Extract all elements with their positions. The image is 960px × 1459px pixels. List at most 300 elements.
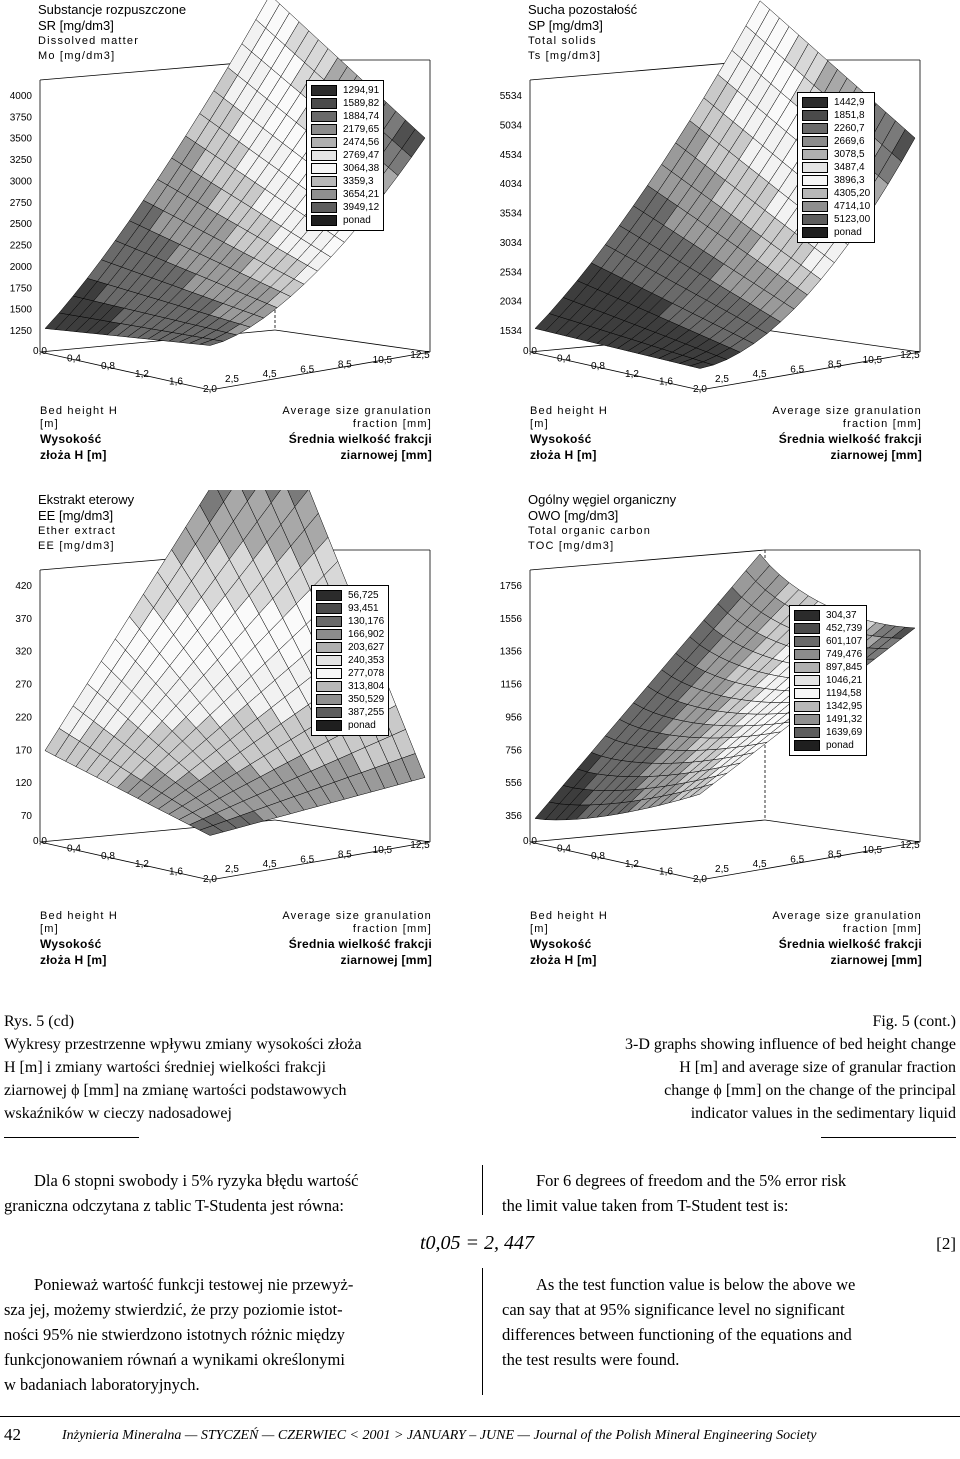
legend-item bbox=[311, 97, 379, 110]
legend-label: 3064,38 bbox=[343, 163, 380, 174]
legend-swatch bbox=[311, 189, 337, 200]
y-tick-label: 4,5 bbox=[262, 859, 277, 871]
legend-label: 1342,95 bbox=[826, 701, 863, 712]
legend-label: 1884,74 bbox=[343, 111, 380, 122]
x-axis-label-pl: Wysokość złoża H [m] bbox=[40, 937, 107, 967]
legend-label: 749,476 bbox=[826, 649, 863, 660]
legend-item bbox=[311, 201, 379, 214]
legend-swatch bbox=[311, 202, 337, 213]
chart-symbol-pl: SP [mg/dm3] bbox=[528, 18, 603, 33]
y-axis-label-en: Average size granulation fraction [mm] bbox=[772, 405, 922, 430]
x-axis-label bbox=[40, 405, 140, 463]
paragraph-1-en bbox=[502, 1168, 958, 1218]
legend-item bbox=[316, 667, 384, 680]
z-tick-label: 3750 bbox=[9, 112, 32, 124]
z-tick-label: 3034 bbox=[499, 237, 522, 249]
surface-plot bbox=[0, 490, 470, 960]
y-tick-label: 12,5 bbox=[410, 840, 430, 851]
legend-label: 2179,65 bbox=[343, 124, 380, 135]
legend-swatch bbox=[311, 98, 337, 109]
legend-swatch bbox=[316, 681, 342, 692]
legend-swatch bbox=[794, 636, 820, 647]
legend-label: 203,627 bbox=[348, 642, 385, 653]
legend-swatch bbox=[802, 149, 828, 160]
legend-label: 5123,00 bbox=[834, 214, 871, 225]
legend-item bbox=[311, 84, 379, 97]
legend-label: 166,902 bbox=[348, 629, 385, 640]
legend-item bbox=[794, 622, 862, 635]
legend-swatch bbox=[316, 642, 342, 653]
legend-label: 1639,69 bbox=[826, 727, 863, 738]
legend-label: 2260,7 bbox=[834, 123, 865, 134]
x-tick-label: 0,8 bbox=[101, 361, 115, 373]
z-tick-label: 2750 bbox=[9, 197, 32, 209]
legend-label: ponad bbox=[348, 720, 376, 731]
y-tick-label: 6,5 bbox=[300, 364, 315, 376]
caption-en-line: 3-D graphs showing influence of bed height change bbox=[624, 1036, 956, 1053]
legend-label: 4714,10 bbox=[834, 201, 871, 212]
x-axis-label-pl: Wysokość złoża H [m] bbox=[530, 432, 597, 462]
legend-item bbox=[794, 635, 862, 648]
journal-line: Inżynieria Mineralna — STYCZEŃ — CZERWIEC < 2001 > JANUARY – JUNE — Journal of the Polish Mineral Engineering Society bbox=[62, 1428, 817, 1443]
legend-item bbox=[794, 674, 862, 687]
frame-edge bbox=[275, 330, 430, 352]
legend-label: 3949,12 bbox=[343, 202, 380, 213]
page-number: 42 bbox=[4, 1425, 21, 1444]
y-tick-label: 6,5 bbox=[790, 364, 805, 376]
z-tick-label: 2534 bbox=[499, 267, 522, 279]
chart-title-en: Total organic carbon bbox=[528, 525, 652, 537]
legend-item bbox=[311, 214, 379, 227]
y-axis-label-pl: Średnia wielkość frakcji ziarnowej [mm] bbox=[778, 432, 922, 462]
legend-swatch bbox=[316, 707, 342, 718]
chart-title-en: Dissolved matter bbox=[38, 35, 140, 47]
legend-label: 601,107 bbox=[826, 636, 863, 647]
x-tick-label: 1,2 bbox=[135, 368, 149, 380]
y-axis-label bbox=[252, 910, 432, 968]
x-tick-label: 1,2 bbox=[625, 858, 639, 870]
legend-item bbox=[802, 213, 870, 226]
legend-item bbox=[316, 680, 384, 693]
z-tick-label: 1556 bbox=[499, 613, 522, 625]
legend-item bbox=[794, 687, 862, 700]
z-tick-label: 3250 bbox=[9, 155, 32, 167]
y-tick-label: 10,5 bbox=[862, 354, 883, 366]
text-line: Dla 6 stopni swobody i 5% ryzyka błędu wartość bbox=[34, 1171, 359, 1190]
y-tick-label: 10,5 bbox=[862, 844, 883, 856]
legend-item bbox=[794, 713, 862, 726]
y-tick-label: 4,5 bbox=[752, 369, 767, 381]
legend-swatch bbox=[311, 215, 337, 226]
z-tick-label: 2250 bbox=[9, 240, 32, 252]
z-tick-label: 1756 bbox=[499, 581, 522, 592]
legend-item bbox=[311, 123, 379, 136]
chart-title-pl: Substancje rozpuszczone bbox=[38, 2, 187, 17]
x-tick-label: 0,4 bbox=[557, 843, 571, 855]
legend-item bbox=[802, 148, 870, 161]
legend-swatch bbox=[794, 701, 820, 712]
legend-label: 277,078 bbox=[348, 668, 385, 679]
legend-swatch bbox=[316, 603, 342, 614]
y-tick-label: 4,5 bbox=[752, 859, 767, 871]
caption-en-head: Fig. 5 (cont.) bbox=[872, 1013, 956, 1030]
equation-text: t0,05 = 2, 447 bbox=[420, 1232, 535, 1254]
legend-label: ponad bbox=[826, 740, 854, 751]
legend-swatch bbox=[794, 610, 820, 621]
y-axis-label-en: Average size granulation fraction [mm] bbox=[282, 910, 432, 935]
z-tick-label: 170 bbox=[15, 745, 32, 757]
z-tick-label: 956 bbox=[505, 712, 522, 724]
caption-pl-line: H [m] i zmiany wartości średniej wielkości frakcji bbox=[4, 1059, 327, 1076]
equation-number: [2] bbox=[936, 1234, 956, 1253]
chart-title-pl: Ekstrakt eterowy bbox=[38, 492, 135, 507]
y-tick-label: 6,5 bbox=[790, 854, 805, 866]
caption-en bbox=[496, 1010, 956, 1125]
legend-swatch bbox=[316, 668, 342, 679]
legend-label: 2474,56 bbox=[343, 137, 380, 148]
z-tick-label: 1356 bbox=[499, 646, 522, 658]
y-tick-label: 10,5 bbox=[372, 844, 393, 856]
legend-swatch bbox=[794, 662, 820, 673]
y-tick-label: 8,5 bbox=[827, 359, 842, 371]
legend-item bbox=[316, 602, 384, 615]
chart-symbol-pl: SR [mg/dm3] bbox=[38, 18, 114, 33]
z-tick-label: 4534 bbox=[499, 149, 522, 161]
frame-edge bbox=[530, 842, 700, 880]
x-tick-label: 0,0 bbox=[33, 346, 47, 357]
legend-label: 56,725 bbox=[348, 590, 379, 601]
legend-label: 2669,6 bbox=[834, 136, 865, 147]
legend-swatch bbox=[802, 201, 828, 212]
surface-plot bbox=[490, 490, 960, 960]
text-line: w badaniach laboratoryjnych. bbox=[4, 1375, 200, 1394]
z-tick-label: 2000 bbox=[9, 261, 32, 273]
chart-legend bbox=[311, 585, 389, 736]
frame-edge bbox=[40, 842, 210, 880]
x-tick-label: 2,0 bbox=[203, 874, 217, 885]
legend-item bbox=[794, 700, 862, 713]
chart-symbol-pl: EE [mg/dm3] bbox=[38, 508, 114, 523]
legend-item bbox=[311, 136, 379, 149]
z-tick-label: 370 bbox=[15, 613, 32, 625]
legend-swatch bbox=[316, 629, 342, 640]
legend-swatch bbox=[794, 675, 820, 686]
legend-label: 313,804 bbox=[348, 681, 385, 692]
text-line: As the test function value is below the above we bbox=[536, 1275, 856, 1294]
legend-label: 1442,9 bbox=[834, 97, 865, 108]
x-tick-label: 1,6 bbox=[169, 376, 183, 388]
legend-swatch bbox=[316, 590, 342, 601]
legend-swatch bbox=[794, 623, 820, 634]
legend-swatch bbox=[802, 227, 828, 238]
y-tick-label: 8,5 bbox=[337, 849, 352, 861]
z-tick-label: 2500 bbox=[9, 219, 32, 231]
caption-en-line: H [m] and average size of granular fraction bbox=[679, 1059, 956, 1076]
x-tick-label: 1,2 bbox=[135, 858, 149, 870]
frame-edge bbox=[700, 352, 920, 390]
x-tick-label: 0,4 bbox=[557, 353, 571, 365]
frame-edge bbox=[700, 842, 920, 880]
legend-item bbox=[802, 96, 870, 109]
z-tick-label: 320 bbox=[15, 646, 32, 658]
legend-item bbox=[311, 188, 379, 201]
chart-symbol-en: TOC [mg/dm3] bbox=[528, 540, 615, 552]
chart-title-pl: Ogólny węgiel organiczny bbox=[528, 492, 677, 507]
legend-swatch bbox=[311, 85, 337, 96]
chart-panel bbox=[490, 0, 960, 470]
y-tick-label: 6,5 bbox=[300, 854, 315, 866]
y-axis-label bbox=[742, 405, 922, 463]
y-tick-label: 2,5 bbox=[715, 864, 729, 875]
text-line: funkcjonowaniem równań a wynikami określonymi bbox=[4, 1350, 345, 1369]
x-tick-label: 0,8 bbox=[591, 361, 605, 373]
x-tick-label: 0,4 bbox=[67, 843, 81, 855]
chart-title-pl: Sucha pozostałość bbox=[528, 2, 638, 17]
legend-swatch bbox=[311, 163, 337, 174]
x-tick-label: 1,6 bbox=[659, 866, 673, 878]
chart-title-en: Ether extract bbox=[38, 525, 116, 537]
y-tick-label: 10,5 bbox=[372, 354, 393, 366]
x-axis-label bbox=[40, 910, 140, 968]
x-axis-label bbox=[530, 910, 630, 968]
legend-swatch bbox=[794, 714, 820, 725]
z-tick-label: 1500 bbox=[9, 304, 32, 316]
x-axis-label bbox=[530, 405, 630, 463]
legend-item bbox=[316, 654, 384, 667]
z-tick-label: 3000 bbox=[9, 176, 32, 188]
z-tick-label: 2034 bbox=[499, 296, 522, 308]
y-axis-label-pl: Średnia wielkość frakcji ziarnowej [mm] bbox=[288, 432, 432, 462]
y-tick-label: 2,5 bbox=[715, 374, 729, 385]
z-tick-label: 420 bbox=[15, 581, 32, 592]
y-axis-label bbox=[252, 405, 432, 463]
legend-swatch bbox=[316, 655, 342, 666]
paragraph-1-pl bbox=[4, 1168, 474, 1218]
chart-symbol-en: Ts [mg/dm3] bbox=[528, 50, 602, 62]
text-line: ności 95% nie stwierdzono istotnych różnic między bbox=[4, 1325, 345, 1344]
legend-label: 240,353 bbox=[348, 655, 385, 666]
legend-item bbox=[316, 589, 384, 602]
frame-edge bbox=[765, 330, 920, 352]
legend-item bbox=[802, 226, 870, 239]
y-tick-label: 2,5 bbox=[225, 374, 239, 385]
z-tick-label: 4000 bbox=[9, 91, 32, 102]
legend-label: 93,451 bbox=[348, 603, 379, 614]
y-axis-label-pl: Średnia wielkość frakcji ziarnowej [mm] bbox=[778, 937, 922, 967]
y-tick-label: 12,5 bbox=[900, 350, 920, 361]
text-line: differences between functioning of the equations and bbox=[502, 1325, 852, 1344]
legend-swatch bbox=[316, 720, 342, 731]
x-tick-label: 0,0 bbox=[523, 346, 537, 357]
footer-rule bbox=[0, 1416, 960, 1417]
legend-item bbox=[802, 187, 870, 200]
legend-swatch bbox=[802, 175, 828, 186]
legend-swatch bbox=[802, 136, 828, 147]
caption-en-line: change ϕ [mm] on the change of the principal bbox=[664, 1082, 956, 1099]
legend-item bbox=[316, 706, 384, 719]
y-tick-label: 8,5 bbox=[827, 849, 842, 861]
legend-label: 3487,4 bbox=[834, 162, 865, 173]
y-axis-label bbox=[742, 910, 922, 968]
text-line: the limit value taken from T-Student test is: bbox=[502, 1196, 789, 1215]
legend-label: 304,37 bbox=[826, 610, 857, 621]
surface-plot bbox=[490, 0, 960, 470]
x-tick-label: 1,6 bbox=[659, 376, 673, 388]
legend-label: 1046,21 bbox=[826, 675, 863, 686]
legend-label: ponad bbox=[834, 227, 862, 238]
caption-pl-line: ziarnowej ϕ [mm] na zmianę wartości podstawowych bbox=[4, 1082, 347, 1099]
legend-swatch bbox=[802, 188, 828, 199]
chart-legend bbox=[789, 605, 867, 756]
legend-item bbox=[802, 122, 870, 135]
x-axis-label-pl: Wysokość złoża H [m] bbox=[530, 937, 597, 967]
legend-swatch bbox=[794, 649, 820, 660]
z-tick-label: 356 bbox=[505, 811, 522, 822]
frame-edge bbox=[210, 352, 430, 390]
z-tick-label: 220 bbox=[15, 712, 32, 724]
frame-edge bbox=[275, 820, 430, 842]
legend-item bbox=[316, 615, 384, 628]
caption-rule-left bbox=[4, 1137, 139, 1138]
legend-item bbox=[794, 726, 862, 739]
paragraph-2-pl bbox=[4, 1272, 474, 1397]
legend-label: 1491,32 bbox=[826, 714, 863, 725]
legend-item bbox=[316, 719, 384, 732]
legend-label: 387,255 bbox=[348, 707, 385, 718]
y-tick-label: 2,5 bbox=[225, 864, 239, 875]
caption-pl bbox=[4, 1010, 454, 1125]
x-axis-label-pl: Wysokość złoża H [m] bbox=[40, 432, 107, 462]
legend-item bbox=[794, 661, 862, 674]
caption-pl-head: Rys. 5 (cd) bbox=[4, 1013, 75, 1030]
z-tick-label: 120 bbox=[15, 778, 32, 790]
y-tick-label: 4,5 bbox=[262, 369, 277, 381]
x-axis-label-en: Bed height H [m] bbox=[40, 405, 118, 430]
legend-label: 3896,3 bbox=[834, 175, 865, 186]
legend-label: 3359,3 bbox=[343, 176, 374, 187]
legend-item bbox=[802, 135, 870, 148]
chart-symbol-en: Mo [mg/dm3] bbox=[38, 50, 116, 62]
frame-edge bbox=[210, 842, 430, 880]
x-tick-label: 0,0 bbox=[33, 836, 47, 847]
text-line: can say that at 95% significance level no significant bbox=[502, 1300, 845, 1319]
x-tick-label: 0,0 bbox=[523, 836, 537, 847]
legend-swatch bbox=[316, 616, 342, 627]
legend-swatch bbox=[802, 162, 828, 173]
caption-pl-line: wskaźników w cieczy nadosadowej bbox=[4, 1105, 232, 1122]
chart-legend bbox=[306, 80, 384, 231]
chart-symbol-en: EE [mg/dm3] bbox=[38, 540, 115, 552]
legend-item bbox=[316, 628, 384, 641]
x-tick-label: 0,8 bbox=[101, 851, 115, 863]
z-tick-label: 3500 bbox=[9, 133, 32, 145]
z-tick-label: 1250 bbox=[9, 326, 32, 337]
legend-item bbox=[316, 641, 384, 654]
chart-panel bbox=[0, 0, 470, 470]
legend-item bbox=[802, 200, 870, 213]
x-tick-label: 0,4 bbox=[67, 353, 81, 365]
x-axis-label-en: Bed height H [m] bbox=[530, 910, 608, 935]
z-tick-label: 1156 bbox=[500, 679, 522, 691]
x-tick-label: 2,0 bbox=[203, 384, 217, 395]
legend-swatch bbox=[794, 688, 820, 699]
x-axis-label-en: Bed height H [m] bbox=[40, 910, 118, 935]
z-tick-label: 5534 bbox=[499, 91, 522, 102]
legend-item bbox=[316, 693, 384, 706]
legend-item bbox=[802, 174, 870, 187]
x-tick-label: 1,6 bbox=[169, 866, 183, 878]
caption-en-line: indicator values in the sedimentary liquid bbox=[690, 1105, 956, 1122]
legend-swatch bbox=[794, 740, 820, 751]
surface-plot bbox=[0, 0, 470, 470]
legend-label: 2769,47 bbox=[343, 150, 380, 161]
z-tick-label: 3534 bbox=[499, 208, 522, 220]
x-tick-label: 1,2 bbox=[625, 368, 639, 380]
legend-label: 1194,58 bbox=[826, 688, 862, 699]
caption-pl-line: Wykresy przestrzenne wpływu zmiany wysokości złoża bbox=[4, 1036, 362, 1053]
legend-label: 897,845 bbox=[826, 662, 863, 673]
text-line: For 6 degrees of freedom and the 5% error risk bbox=[536, 1171, 847, 1190]
x-tick-label: 2,0 bbox=[693, 384, 707, 395]
legend-item bbox=[311, 175, 379, 188]
x-tick-label: 0,8 bbox=[591, 851, 605, 863]
chart-panel bbox=[490, 490, 960, 967]
legend-item bbox=[794, 739, 862, 752]
legend-item bbox=[311, 110, 379, 123]
caption-rule-right bbox=[821, 1137, 956, 1138]
legend-label: 350,529 bbox=[348, 694, 385, 705]
z-tick-label: 4034 bbox=[499, 179, 522, 191]
x-axis-label-en: Bed height H [m] bbox=[530, 405, 608, 430]
z-tick-label: 5034 bbox=[499, 120, 522, 132]
text-line: Ponieważ wartość funkcji testowej nie przewyż- bbox=[34, 1275, 354, 1294]
legend-label: ponad bbox=[343, 215, 371, 226]
legend-label: 3078,5 bbox=[834, 149, 865, 160]
text-line: the test results were found. bbox=[502, 1350, 680, 1369]
x-tick-label: 2,0 bbox=[693, 874, 707, 885]
frame-edge bbox=[765, 820, 920, 842]
legend-item bbox=[311, 162, 379, 175]
y-tick-label: 12,5 bbox=[410, 350, 430, 361]
y-axis-label-pl: Średnia wielkość frakcji ziarnowej [mm] bbox=[288, 937, 432, 967]
legend-swatch bbox=[311, 137, 337, 148]
z-tick-label: 270 bbox=[15, 679, 32, 691]
legend-item bbox=[794, 609, 862, 622]
y-axis-label-en: Average size granulation fraction [mm] bbox=[772, 910, 922, 935]
legend-label: 130,176 bbox=[348, 616, 385, 627]
legend-label: 1294,91 bbox=[343, 85, 380, 96]
chart-symbol-pl: OWO [mg/dm3] bbox=[528, 508, 619, 523]
legend-swatch bbox=[311, 111, 337, 122]
legend-swatch bbox=[316, 694, 342, 705]
text-line: graniczna odczytana z tablic T-Studenta jest równa: bbox=[4, 1196, 344, 1215]
y-tick-label: 8,5 bbox=[337, 359, 352, 371]
legend-label: 4305,20 bbox=[834, 188, 871, 199]
y-axis-label-en: Average size granulation fraction [mm] bbox=[282, 405, 432, 430]
text-line: sza jej, możemy stwierdzić, że przy poziomie istot- bbox=[4, 1300, 343, 1319]
legend-swatch bbox=[802, 214, 828, 225]
frame-edge bbox=[530, 550, 765, 570]
z-tick-label: 1534 bbox=[499, 326, 522, 337]
legend-swatch bbox=[311, 176, 337, 187]
z-tick-label: 556 bbox=[505, 778, 522, 790]
legend-swatch bbox=[802, 97, 828, 108]
z-tick-label: 70 bbox=[20, 811, 32, 822]
legend-label: 452,739 bbox=[826, 623, 863, 634]
legend-item bbox=[794, 648, 862, 661]
chart-legend bbox=[797, 92, 875, 243]
legend-swatch bbox=[311, 124, 337, 135]
